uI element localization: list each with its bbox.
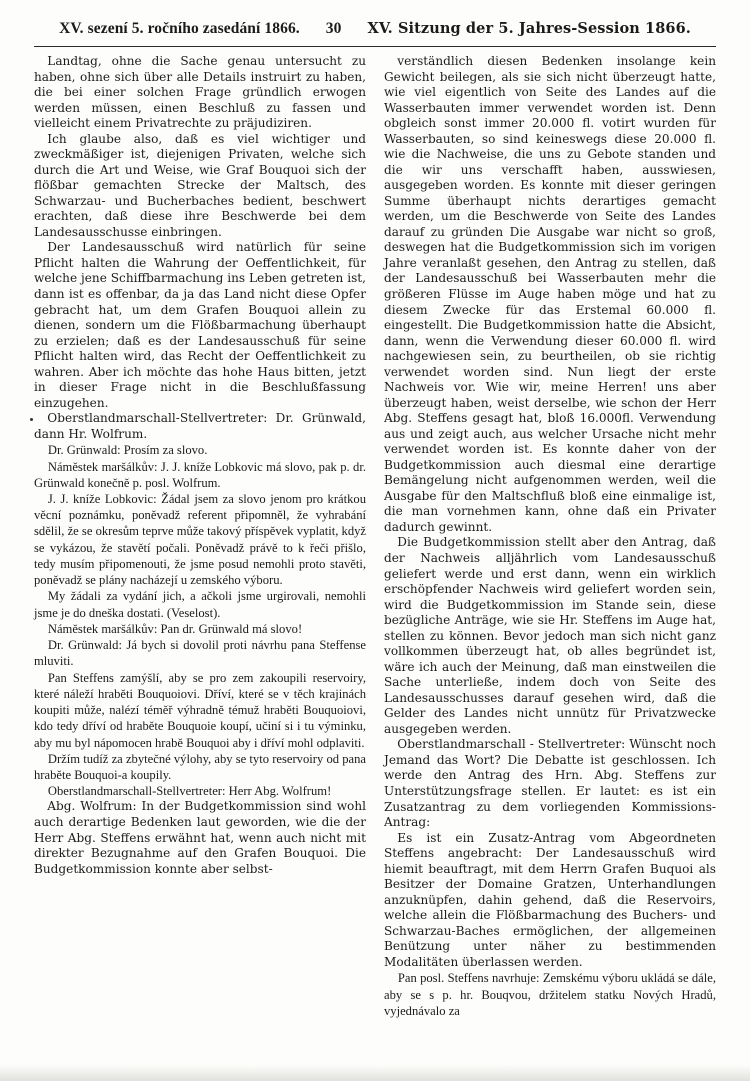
paragraph: Náměstek maršálkův: J. J. kníže Lobkovic má slovo, pak p. dr. Grünwald konečně p. posl. Wolfrum. — [34, 459, 366, 490]
paragraph: Abg. Wolfrum: In der Budgetkommission sind wohl auch derartige Bedenken laut geworden, wie die der Herr Abg. Steffens erwähnt hat, wenn auch nicht mit direkter Bezugnahme auf den Grafen Bouquoi. Die Budgetkommission konnte aber selbst- — [34, 799, 366, 876]
paragraph: Oberstlandmarschall-Stellvertreter: Dr. Grünwald, dann Hr. Wolfrum. — [34, 411, 366, 441]
paragraph: Oberstlandmarschall - Stellvertreter: Wünscht noch Jemand das Wort? Die Debatte ist geschlossen. Ich werde den Antrag des Hrn. Abg. Steffens zur Unterstützungsfrage stellen. Er lautet: es ist ein Zusatzantrag zu dem vorliegenden Kommissions-Antrag: — [384, 737, 716, 830]
paragraph: Dr. Grünwald: Já bych si dovolil proti návrhu pana Steffense mluviti. — [34, 638, 366, 669]
paragraph: Náměstek maršálkův: Pan dr. Grünwald má slovo! — [47, 621, 303, 636]
paragraph: Es ist ein Zusatz-Antrag vom Abgeordneten Steffens angebracht: Der Landesausschuß wird hiemit beauftragt, mit dem Herrn Grafen Buquoi als Besitzer der Domaine Gratzen, Unterhandlungen anzuknüpfen, dahin gehend, daß die Reservoirs, welche allein die Flößbarmachung des Buchers- und Schwarzau-Baches ermöglichen, der allgemeinen Benützung unter näher zu bestimmenden Modalitäten überlassen werden. — [384, 830, 716, 969]
header-rule — [34, 46, 716, 47]
page-number: 30 — [325, 20, 342, 37]
body-columns — [34, 54, 716, 1029]
running-head-right: XV. Sitzung der 5. Jahres-Session 1866. — [367, 20, 691, 37]
paragraph: Držím tudíž za zbytečné výlohy, aby se tyto reservoiry od pana hraběte Bouquoi-a koupily. — [34, 751, 366, 782]
right-column — [384, 54, 716, 1029]
margin-dot-mark — [30, 418, 33, 421]
paragraph: Dr. Grünwald: Prosím za slovo. — [47, 443, 208, 458]
left-column — [34, 54, 366, 1029]
paragraph: Landtag, ohne die Sache genau untersucht zu haben, ohne sich über alle Details instruirt zu haben, die bei einer solchen Frage gründlich erwogen werden müssen, einen Beschluß zu fassen und vielleicht einem Privatrechte zu präjudiziren. — [34, 54, 366, 131]
page-edge-shadow — [0, 1065, 750, 1081]
running-head — [34, 20, 716, 43]
running-head-left: XV. sezení 5. ročního zasedání 1866. — [59, 20, 300, 37]
paragraph: Der Landesausschuß wird natürlich für seine Pflicht halten die Wahrung der Oeffentlichkeit, für welche jene Schiffbarmachung ins Leben getreten ist, dann ist es offenbar, da ja das Land nicht diese Opfer gebracht hat, um dem Grafen Bouquoi allein zu dienen, sondern um die Flößbarmachung überhaupt zu erzielen; daß es der Landesausschuß für seine Pflicht halten wird, das Recht der Oeffentlichkeit zu wahren. Aber ich möchte das hohe Haus bitten, jetzt in dieser Frage nicht in die Beschlußfassung einzugehen. — [34, 240, 366, 410]
paragraph: Die Budgetkommission stellt aber den Antrag, daß der Nachweis alljährlich vom Landesausschuß geliefert werde und erst dann, wenn ein wirklich erschöpfender Nachweis wird geliefert worden sein, wird die Budgetkommission im Stande sein, diese bezügliche Anträge, wie sie Hr. Steffens im Auge hat, stellen zu können. Bevor jedoch man sich nicht ganz vollkommen überzeugt hat, ob alles begründet ist, wäre ich auch der Meinung, daß man einstweilen die Sache unterließe, indem doch von Seite des Landesausschusses darauf gesehen wird, daß die Gelder des Landes nicht unnütz für Privatzwecke ausgegeben werden. — [384, 535, 716, 736]
paragraph: Pan posl. Steffens navrhuje: Zemskému výboru ukládá se dále, aby se s p. hr. Bouqvou, držitelem statku Nových Hradů, vyjednávalo za — [384, 971, 716, 1018]
paragraph: verständlich diesen Bedenken insolange kein Gewicht beilegen, als sie sich nicht überzeugt hatte, wie viel eigentlich von Seite des Landes auf die Wasserbauten immer verwendet worden ist. Denn obgleich sonst immer 20.000 fl. votirt wurden für Wasserbauten, so sind keineswegs diese 20.000 fl. wie die Nachweise, die uns zu Gebote standen und die wir uns verschafft haben, ausswiesen, ausgegeben worden. Es konnte mit dieser geringen Summe überhaupt nichts derartiges gemacht werden, um die Beschwerde von Seite des Landes darauf zu gründen Die Ausgabe war nicht so groß, deswegen hat die Budgetkommission sich im vorigen Jahre veranlaßt gesehen, den Antrag zu stellen, daß der Landesausschuß bei Wasserbauten mehr die größeren Flüsse im Auge haben möge und hat zu diesem Zwecke für das Erstemal 60.000 fl. eingestellt. Die Budgetkommission hatte die Absicht, dann, wenn die Verwendung dieser 60.000 fl. wird nachgewiesen sein, zu beurtheilen, ob sie richtig verwendet worden sind. Nun liegt der erste Nachweis vor. Wie wir, meine Herren! uns aber überzeugt haben, weist derselbe, wie schon der Herr Abg. Steffens gesagt hat, bloß 16.000fl. Verwendung aus und zeigt auch, aus welcher Ursache nicht mehr verwendet worden ist. Es konnte daher von der Budgetkommission auch diesmal eine derartige Bemängelung nicht aufgenommen werden, weil die Ausgabe für den Maltschfluß bloß eine einmalige ist, die man vornehmen kann, ohne daß ein Privater dadurch gewinnt. — [384, 54, 716, 534]
paragraph: Oberstlandmarschall-Stellvertreter: Herr Abg. Wolfrum! — [47, 784, 332, 799]
paragraph: J. J. kníže Lobkovic: Žádal jsem za slovo jenom pro krátkou věcní poznámku, poněvadž referent připomněl, že vyhrabání sdělil, že se okresům teprve může takový příspěvek vyplatit, když se vykázou, že stavětí počali. Poněvadž právě to k řeči přišlo, tedy musím připomenouti, že jsme posud nemohli proto stavěti, poněvadž se plány nacházejí u zemského výboru. — [34, 491, 366, 588]
paragraph: My žádali za vydání jich, a ačkoli jsme urgirovali, nemohli jsme je do dneška dostati. (Veselost). — [34, 589, 366, 620]
paragraph: Pan Steffens zamýšlí, aby se pro zem zakoupili reservoiry, které náleží hraběti Bouquoiovi. Dříví, které se v těch krajinách koupiti může, nalézí téměř výhradně témuž hraběti Bouquoiovi, kdo tedy dříví od hraběte Bouquoie koupí, učiní si i tu výminku, aby mu byl nápomocen hrabě Bouquoi aby i dříví mohl odplaviti. — [34, 670, 366, 750]
paragraph: Ich glaube also, daß es viel wichtiger und zweckmäßiger ist, diejenigen Privaten, welche sich durch die Art und Weise, wie Graf Bouquoi sich der flößbar gemachten Strecke der Maltsch, des Schwarzau- und Bucherbaches bedient, beschwert erachten, daß diese ihre Beschwerde bei dem Landesausschusse einbringen. — [34, 131, 366, 239]
